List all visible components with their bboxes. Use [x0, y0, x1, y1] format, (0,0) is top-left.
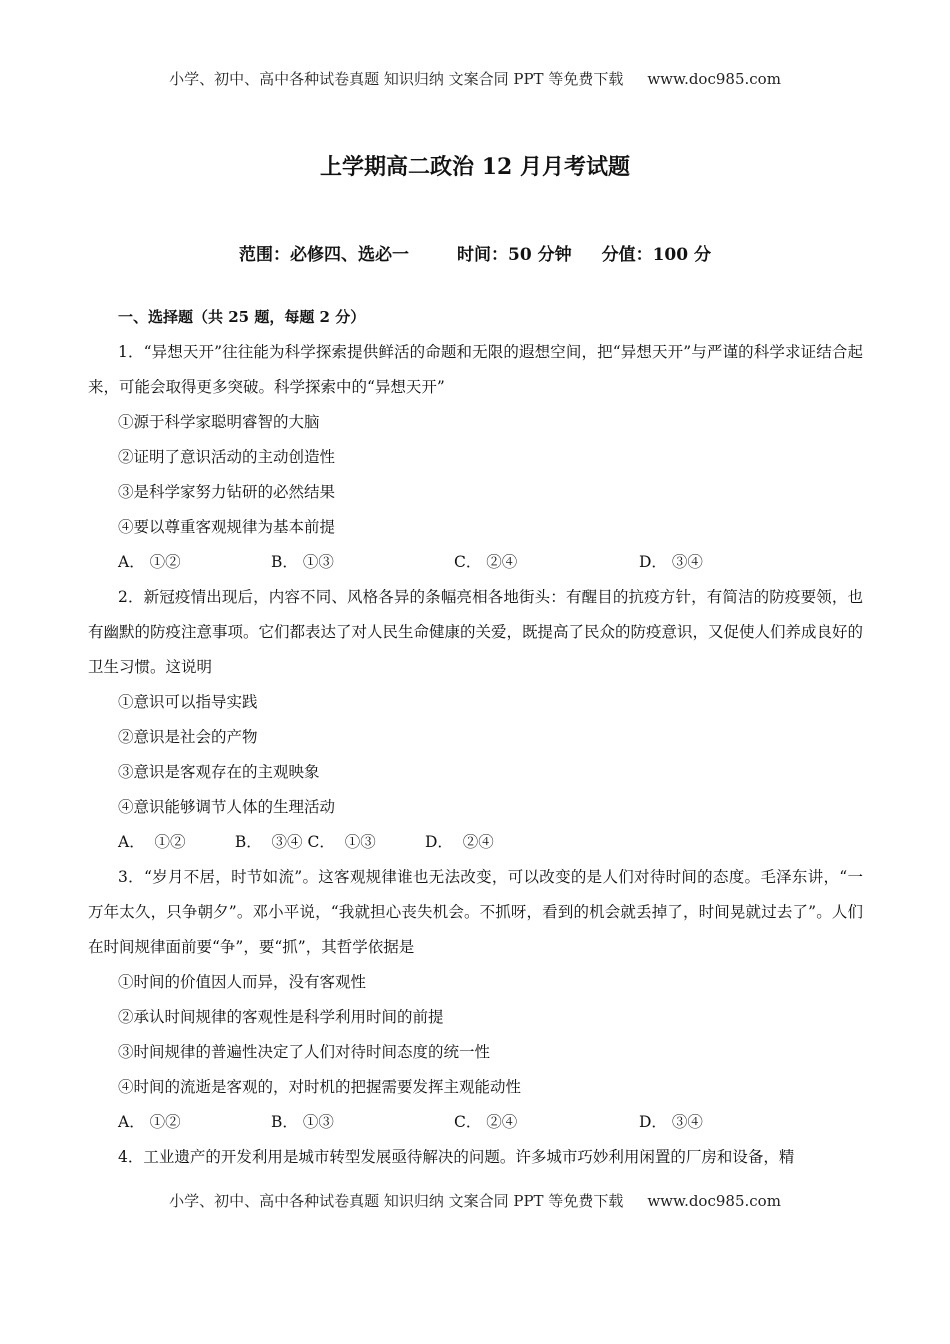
statement-item: ①时间的价值因人而异，没有客观性 [118, 973, 367, 991]
statement-item: ②承认时间规律的客观性是科学利用时间的前提 [118, 1008, 444, 1026]
exam-title: 上学期高二政治 12 月月考试题 [320, 154, 630, 180]
options-line: A． ①② B． ③④ C． ①③ D． ②④ [118, 833, 494, 851]
statement-item: ③是科学家努力钻研的必然结果 [118, 483, 336, 501]
option-c: C． ②④ [454, 1113, 518, 1131]
header-site-link[interactable]: www.doc985.com [647, 70, 781, 88]
exam-time: 时间：50 分钟 [457, 245, 572, 265]
header-text: 小学、初中、高中各种试卷真题 知识归纳 文案合同 PPT 等免费下载 [169, 70, 624, 88]
section-heading: 一、选择题（共 25 题，每题 2 分） [118, 308, 366, 326]
question-stem: 4．工业遗产的开发利用是城市转型发展亟待解决的问题。许多城市巧妙利用闲置的厂房和设备，精 [118, 1148, 795, 1166]
option-a: A． ①② [118, 553, 181, 571]
statement-item: ④要以尊重客观规律为基本前提 [118, 518, 336, 536]
option-c: C． ②④ [454, 553, 518, 571]
answer-options [88, 545, 863, 580]
footer-text: 小学、初中、高中各种试卷真题 知识归纳 文案合同 PPT 等免费下载 [169, 1192, 624, 1210]
option-b: B． ①③ [271, 553, 334, 571]
exam-score: 分值：100 分 [601, 245, 711, 265]
statement-item: ①意识可以指导实践 [118, 693, 258, 711]
statement-item: ②证明了意识活动的主动创造性 [118, 448, 336, 466]
exam-meta [0, 240, 950, 265]
statement-item: ③意识是客观存在的主观映象 [118, 763, 320, 781]
question-4 [88, 1140, 863, 1175]
statement-item: ④意识能够调节人体的生理活动 [118, 798, 336, 816]
option-d: D． ③④ [639, 1113, 703, 1131]
page-footer [0, 1190, 950, 1211]
exam-scope: 范围：必修四、选必一 [239, 245, 409, 265]
statement-item: ③时间规律的普遍性决定了人们对待时间态度的统一性 [118, 1043, 491, 1061]
statement-item: ①源于科学家聪明睿智的大脑 [118, 413, 320, 431]
option-b: B． ①③ [271, 1113, 334, 1131]
answer-options [88, 1105, 863, 1140]
statement-item: ④时间的流逝是客观的，对时机的把握需要发挥主观能动性 [118, 1078, 522, 1096]
exam-content [88, 300, 863, 1175]
footer-site-link[interactable]: www.doc985.com [647, 1192, 781, 1210]
question-1 [88, 335, 863, 580]
question-stem: 1．“异想天开”往往能为科学探索提供鲜活的命题和无限的遐想空间，把“异想天开”与严谨的科学求证结合起来，可能会取得更多突破。科学探索中的“异想天开” [88, 343, 863, 396]
statement-item: ②意识是社会的产物 [118, 728, 258, 746]
option-d: D． ③④ [639, 553, 703, 571]
option-a: A． ①② [118, 1113, 181, 1131]
question-3 [88, 860, 863, 1140]
page-header [0, 68, 950, 89]
question-stem: 3．“岁月不居，时节如流”。这客观规律谁也无法改变，可以改变的是人们对待时间的态度。毛泽东讲，“一万年太久，只争朝夕”。邓小平说，“我就担心丧失机会。不抓呀，看到的机会就丢掉了，时间晃就过去了”。人们在时间规律面前要“争”，要“抓”，其哲学依据是 [88, 868, 863, 956]
question-2 [88, 580, 863, 860]
question-stem: 2．新冠疫情出现后，内容不同、风格各异的条幅亮相各地街头：有醒目的抗疫方针，有简洁的防疫要领，也有幽默的防疫注意事项。它们都表达了对人民生命健康的关爱，既提高了民众的防疫意识，又促使人们养成良好的卫生习惯。这说明 [88, 588, 864, 676]
answer-options [88, 825, 863, 860]
